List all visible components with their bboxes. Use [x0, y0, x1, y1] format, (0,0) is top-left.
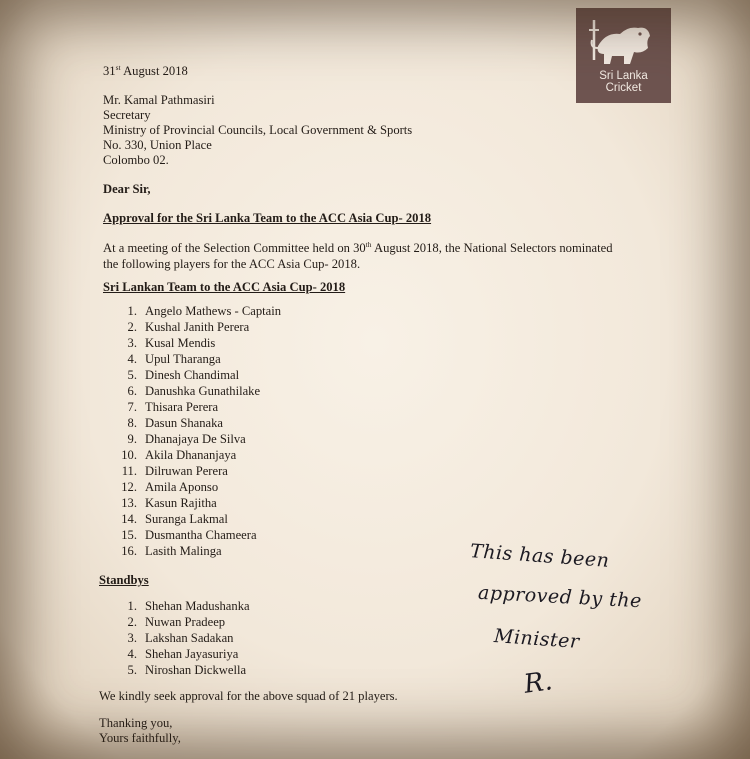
- list-item: [127, 351, 221, 367]
- letter-date: [103, 63, 188, 79]
- list-item: [127, 367, 240, 383]
- body-line-1-part-b: August 2018, the National Selectors nominated: [371, 241, 613, 255]
- item-number: 4.: [127, 352, 137, 366]
- salutation: Dear Sir,: [103, 182, 151, 196]
- signoff-line: Yours faithfully,: [99, 731, 181, 745]
- list-item: [121, 543, 222, 559]
- player-name: Upul Tharanga: [145, 352, 221, 366]
- item-number: 2.: [127, 615, 137, 629]
- list-item: [127, 399, 219, 415]
- list-item: [127, 630, 234, 646]
- standby-name: Shehan Madushanka: [145, 599, 250, 613]
- closing-request: We kindly seek approval for the above squad of 21 players.: [99, 689, 398, 703]
- item-number: 14.: [121, 512, 137, 526]
- body-line-1: [103, 240, 613, 256]
- player-name: Lasith Malinga: [145, 544, 222, 558]
- list-item: [127, 415, 223, 431]
- item-number: 2.: [127, 320, 137, 334]
- recipient-name: Mr. Kamal Pathmasiri: [103, 93, 215, 107]
- item-number: 8.: [127, 416, 137, 430]
- item-number: 9.: [127, 432, 137, 446]
- sri-lanka-cricket-logo: [576, 8, 671, 103]
- recipient-ministry: Ministry of Provincial Councils, Local Government & Sports: [103, 123, 413, 137]
- item-number: 12.: [121, 480, 137, 494]
- list-item: [127, 431, 246, 447]
- standby-name: Shehan Jayasuriya: [145, 647, 239, 661]
- list-item: [127, 335, 216, 351]
- list-item: [121, 447, 237, 463]
- list-item: [121, 463, 228, 479]
- handwritten-line-1: This has been: [469, 540, 611, 572]
- player-name: Dusmantha Chameera: [145, 528, 257, 542]
- handwritten-initial: R.: [522, 666, 555, 700]
- handwritten-line-2: approved by the: [477, 581, 643, 613]
- standby-name: Niroshan Dickwella: [145, 663, 247, 677]
- list-item: [127, 383, 261, 399]
- date-day: 31: [103, 64, 116, 78]
- player-name: Thisara Perera: [145, 400, 219, 414]
- logo-line-1: Sri Lanka: [599, 70, 648, 82]
- player-name: Kusal Mendis: [145, 336, 216, 350]
- body-line-1-sup: th: [365, 239, 372, 249]
- item-number: 16.: [121, 544, 137, 558]
- recipient-title: Secretary: [103, 108, 151, 122]
- player-name: Dasun Shanaka: [145, 416, 223, 430]
- player-name: Suranga Lakmal: [145, 512, 228, 526]
- player-name: Akila Dhananjaya: [145, 448, 237, 462]
- player-name: Dinesh Chandimal: [145, 368, 240, 382]
- item-number: 1.: [127, 304, 137, 318]
- handwritten-line-3: Minister: [493, 625, 581, 653]
- body-line-1-part-a: At a meeting of the Selection Committee held on 30: [103, 241, 366, 255]
- subject-line: Approval for the Sri Lanka Team to the ACC Asia Cup- 2018: [103, 211, 432, 225]
- body-line-2: the following players for the ACC Asia Cup- 2018.: [103, 257, 361, 271]
- player-name: Danushka Gunathilake: [145, 384, 261, 398]
- item-number: 10.: [121, 448, 137, 462]
- item-number: 11.: [121, 464, 137, 478]
- standby-name: Nuwan Pradeep: [145, 615, 226, 629]
- list-item: [121, 495, 217, 511]
- standby-name: Lakshan Sadakan: [145, 631, 234, 645]
- list-item: [127, 303, 282, 319]
- player-name: Kasun Rajitha: [145, 496, 217, 510]
- item-number: 7.: [127, 400, 137, 414]
- team-heading: Sri Lankan Team to the ACC Asia Cup- 2018: [103, 280, 346, 294]
- player-name: Dhanajaya De Silva: [145, 432, 246, 446]
- list-item: [127, 662, 247, 678]
- item-number: 1.: [127, 599, 137, 613]
- list-item: [121, 511, 228, 527]
- item-number: 3.: [127, 336, 137, 350]
- recipient-city: Colombo 02.: [103, 153, 169, 167]
- item-number: 3.: [127, 631, 137, 645]
- item-number: 13.: [121, 496, 137, 510]
- item-number: 15.: [121, 528, 137, 542]
- item-number: 5.: [127, 368, 137, 382]
- player-name: Amila Aponso: [145, 480, 219, 494]
- logo-line-2: Cricket: [605, 82, 642, 94]
- list-item: [121, 527, 257, 543]
- item-number: 4.: [127, 647, 137, 661]
- player-name: Dilruwan Perera: [145, 464, 228, 478]
- list-item: [127, 598, 250, 614]
- date-suffix: st: [115, 62, 121, 72]
- item-number: 5.: [127, 663, 137, 677]
- recipient-address: No. 330, Union Place: [103, 138, 212, 152]
- standbys-heading: Standbys: [99, 573, 149, 587]
- list-item: [127, 646, 239, 662]
- list-item: [127, 319, 250, 335]
- list-item: [121, 479, 219, 495]
- list-item: [127, 614, 226, 630]
- item-number: 6.: [127, 384, 137, 398]
- thanks-line: Thanking you,: [99, 716, 173, 730]
- player-name: Kushal Janith Perera: [145, 320, 250, 334]
- date-rest: August 2018: [120, 64, 188, 78]
- player-name: Angelo Mathews - Captain: [145, 304, 282, 318]
